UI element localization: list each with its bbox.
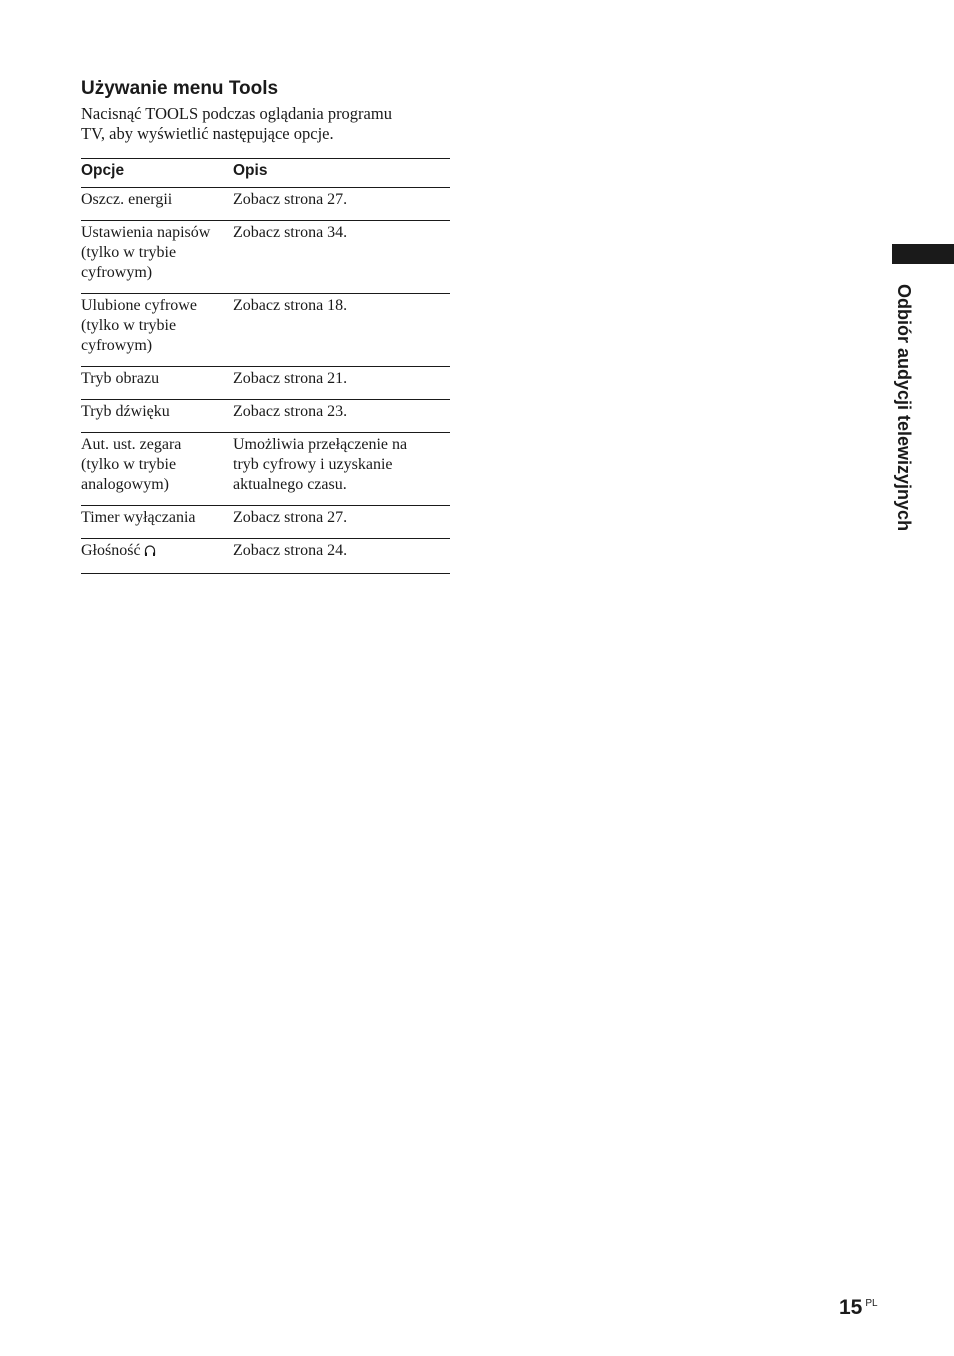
- description-cell: [233, 367, 450, 400]
- option-text: (tylko w trybie: [81, 456, 177, 473]
- table-row: [81, 433, 450, 506]
- option-cell: [81, 221, 233, 294]
- description-cell: [233, 188, 450, 221]
- option-text: Głośność: [81, 542, 141, 559]
- option-text: Tryb dźwięku: [81, 403, 170, 420]
- page-number-value: 15: [839, 1296, 863, 1319]
- option-cell: [81, 400, 233, 433]
- description-text: Zobacz strona 34.: [233, 224, 348, 241]
- description-text: aktualnego czasu.: [233, 476, 347, 493]
- table-header-row: [81, 159, 450, 188]
- description-cell: [233, 294, 450, 367]
- column-header-description: Opis: [233, 159, 450, 188]
- table-row: [81, 539, 450, 574]
- option-cell: [81, 188, 233, 221]
- intro-text: [81, 104, 451, 144]
- description-text: Zobacz strona 23.: [233, 403, 348, 420]
- option-text: Ustawienia napisów: [81, 224, 211, 241]
- description-cell: [233, 433, 450, 506]
- option-text: (tylko w trybie: [81, 244, 177, 261]
- table-row: [81, 367, 450, 400]
- page-number: [839, 1296, 878, 1320]
- option-text: cyfrowym): [81, 337, 153, 354]
- option-text: Tryb obrazu: [81, 370, 160, 387]
- option-text-with-icon: [81, 541, 233, 563]
- option-text: (tylko w trybie: [81, 317, 177, 334]
- intro-line: TV, aby wyświetlić następujące opcje.: [81, 124, 334, 143]
- description-text: Zobacz strona 27.: [233, 509, 348, 526]
- table-row: [81, 188, 450, 221]
- description-cell: [233, 221, 450, 294]
- option-cell: [81, 294, 233, 367]
- table-row: [81, 506, 450, 539]
- description-cell: [233, 506, 450, 539]
- section-tab-marker: [892, 244, 954, 264]
- table-row: [81, 294, 450, 367]
- option-cell: [81, 506, 233, 539]
- option-text: Timer wyłączania: [81, 509, 196, 526]
- intro-line: Nacisnąć TOOLS podczas oglądania programu: [81, 104, 392, 123]
- side-section-title: Odbiór audycji telewizyjnych: [894, 284, 914, 532]
- description-text: tryb cyfrowy i uzyskanie: [233, 456, 393, 473]
- option-text: Aut. ust. zegara: [81, 436, 182, 453]
- option-text: analogowym): [81, 476, 169, 493]
- option-cell: [81, 433, 233, 506]
- option-cell: [81, 367, 233, 400]
- description-text: Zobacz strona 24.: [233, 542, 348, 559]
- column-header-option: Opcje: [81, 159, 233, 188]
- option-text: Oszcz. energii: [81, 191, 173, 208]
- option-text: cyfrowym): [81, 264, 153, 281]
- description-text: Zobacz strona 21.: [233, 370, 348, 387]
- option-cell: [81, 539, 233, 574]
- description-cell: [233, 539, 450, 574]
- table-row: [81, 221, 450, 294]
- description-text: Umożliwia przełączenie na: [233, 436, 408, 453]
- description-text: Zobacz strona 27.: [233, 191, 348, 208]
- language-code: PL: [865, 1298, 878, 1309]
- section-heading: Używanie menu Tools: [81, 78, 279, 99]
- description-text: Zobacz strona 18.: [233, 297, 348, 314]
- option-text: Ulubione cyfrowe: [81, 297, 197, 314]
- description-cell: [233, 400, 450, 433]
- table-row: [81, 400, 450, 433]
- headphones-icon: [144, 543, 156, 563]
- options-table: [81, 158, 450, 574]
